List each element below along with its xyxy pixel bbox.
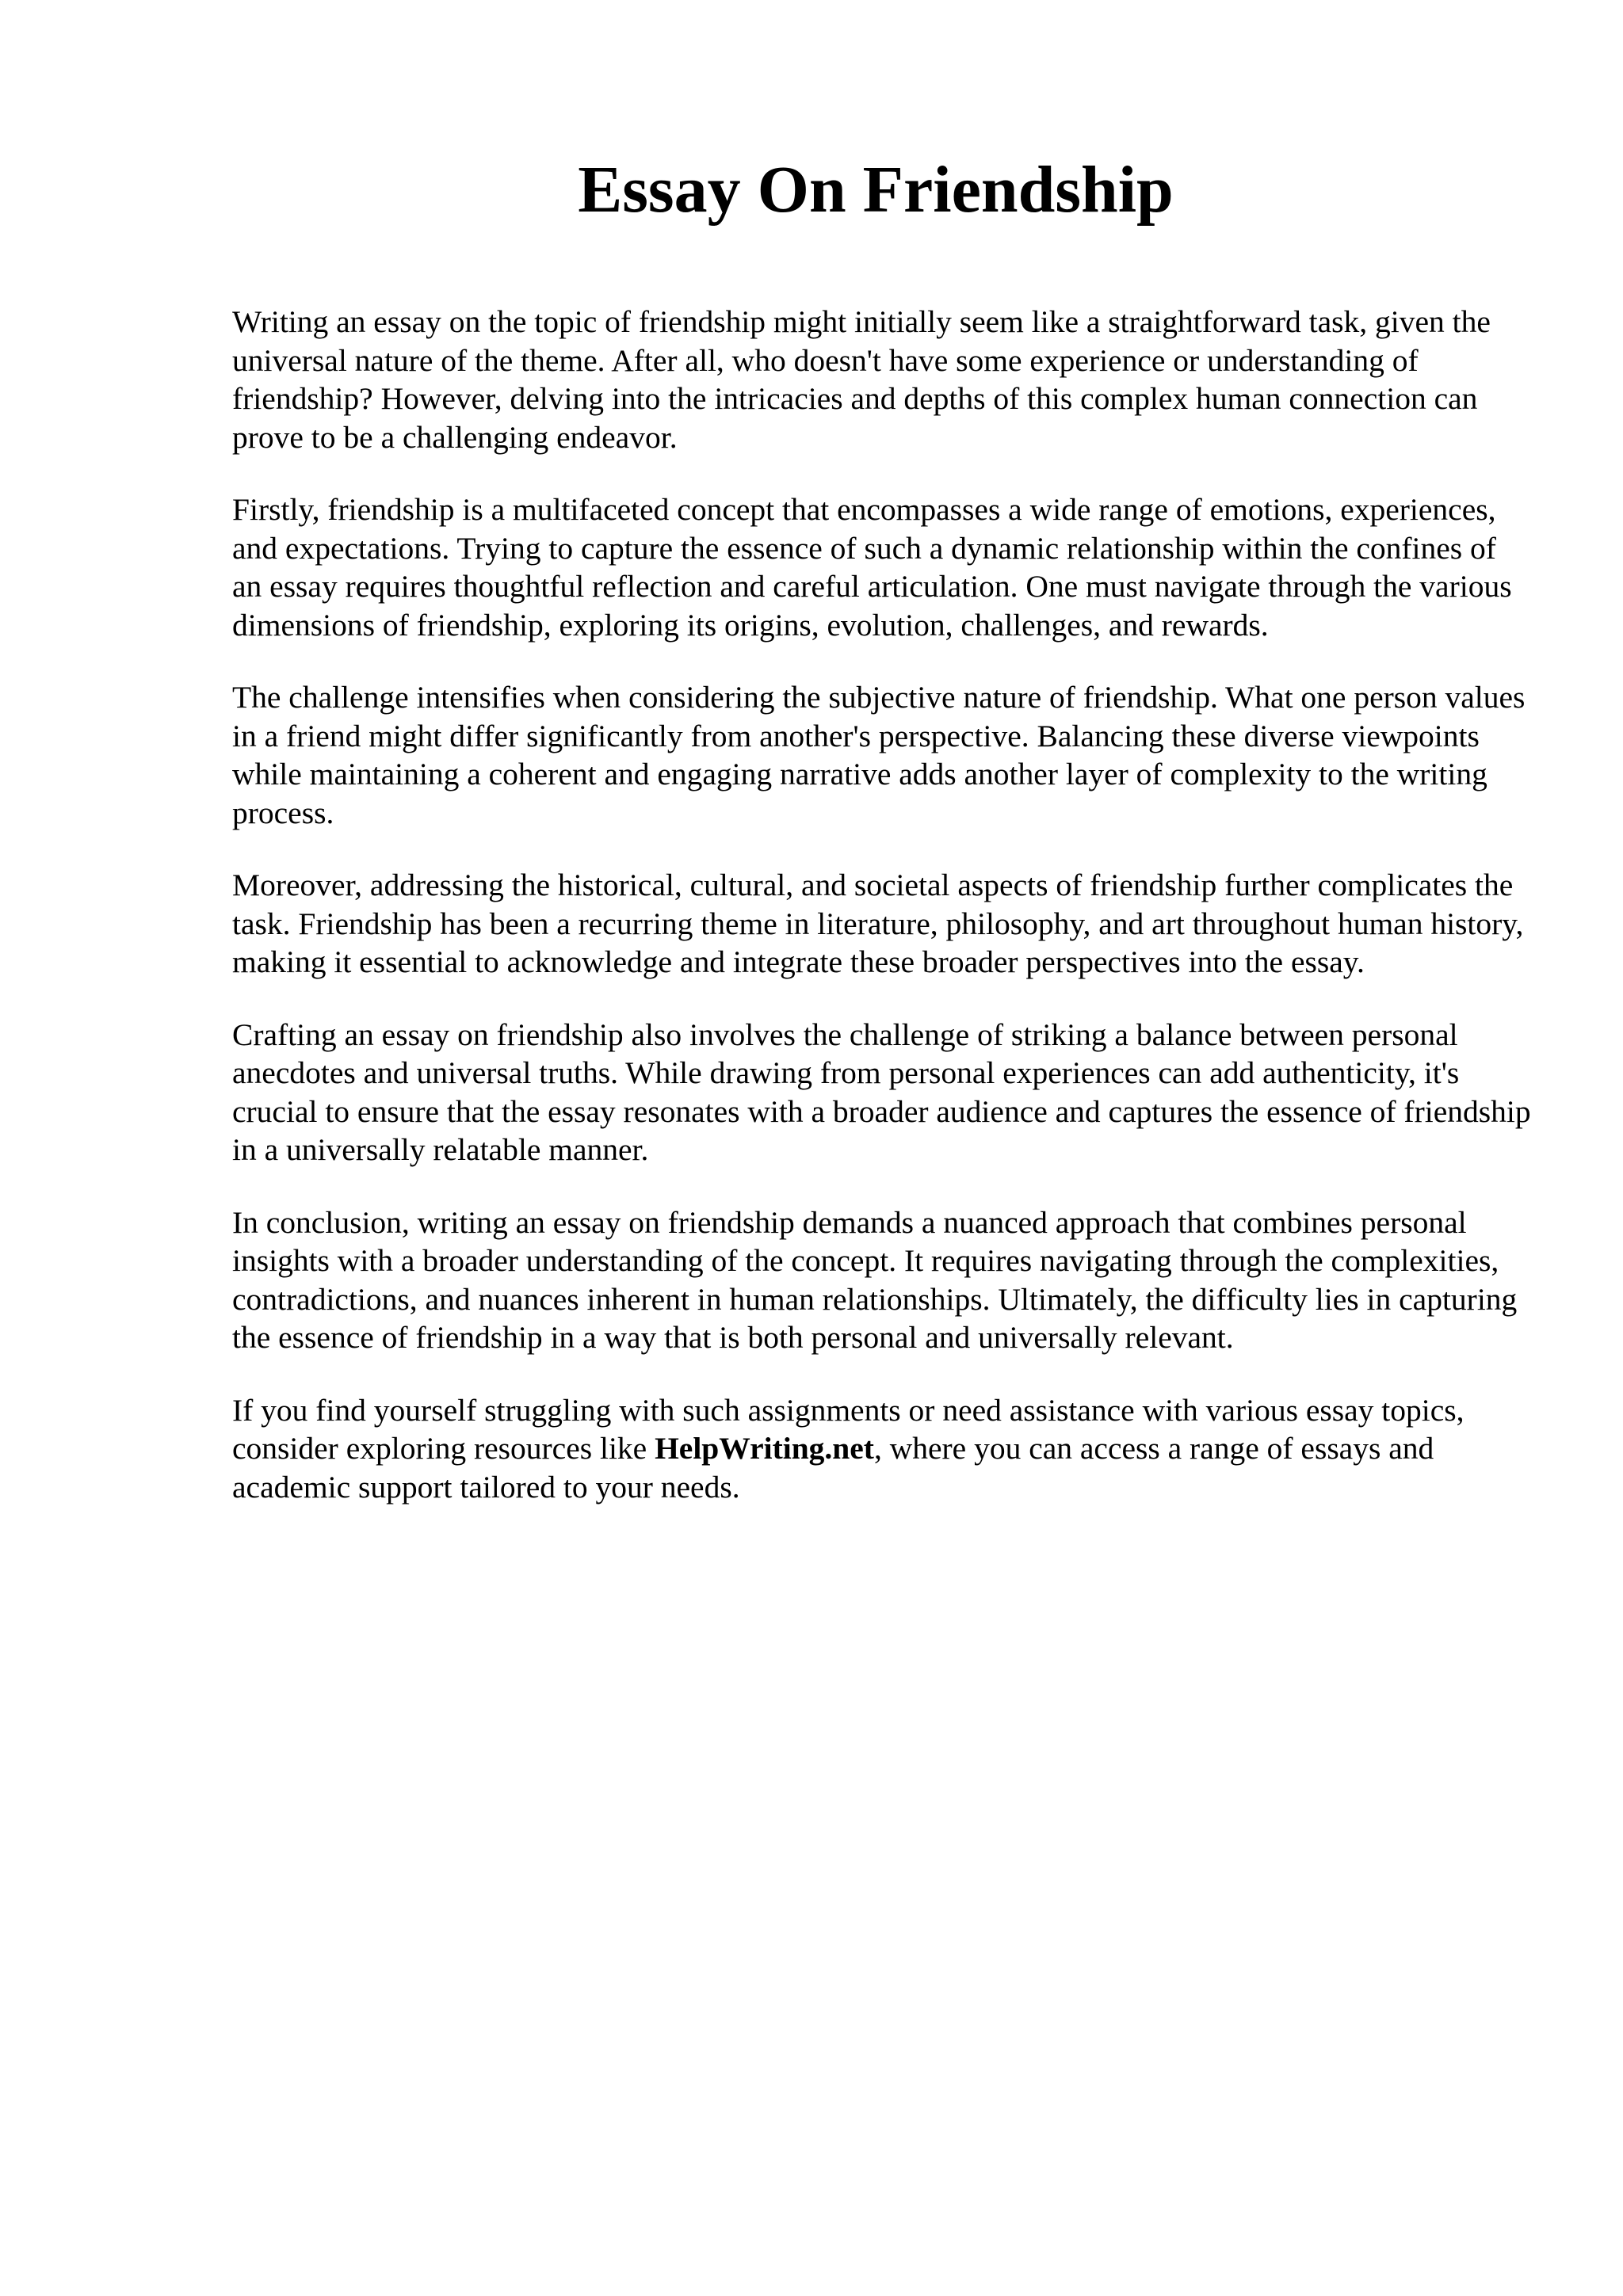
- closing-text-before: If you find yourself struggling with such assignments or need assistance with various essay topics, consider exploring resources like: [232, 1392, 1465, 1466]
- essay-body: [232, 303, 1532, 1540]
- helpwriting-link[interactable]: HelpWriting.net: [655, 1431, 874, 1466]
- paragraph-4: Moreover, addressing the historical, cultural, and societal aspects of friendship further complicates the task. Friendship has been a recurring theme in literature, philosophy, and art throughout human history, making it essential to acknowledge and integrate these broader perspectives into the essay.: [232, 868, 1524, 979]
- closing-paragraph: [232, 1391, 1532, 1507]
- paragraph-2: Firstly, friendship is a multifaceted concept that encompasses a wide range of emotions, experiences, and expectations. Trying to capture the essence of such a dynamic relationship within the confines of an essay requires thoughtful reflection and careful articulation. One must navigate through the various dimensions of friendship, exploring its origins, evolution, challenges, and rewards.: [232, 492, 1512, 643]
- document-title: Essay On Friendship: [578, 153, 1174, 227]
- closing-text-after: , where you can access a range of essays and academic support tailored to your needs.: [232, 1431, 1434, 1505]
- paragraph-3: The challenge intensifies when considering the subjective nature of friendship. What one person values in a friend might differ significantly from another's perspective. Balancing these diverse viewpoints while maintaining a coherent and engaging narrative adds another layer of complexity to the writing process.: [232, 680, 1526, 830]
- paragraph-1: Writing an essay on the topic of friendship might initially seem like a straightforward task, given the universal nature of the theme. After all, who doesn't have some experience or understanding of friendship? However, delving into the intricacies and depths of this complex human connection can prove to be a challenging endeavor.: [232, 304, 1491, 455]
- paragraph-5: Crafting an essay on friendship also involves the challenge of striking a balance between personal anecdotes and universal truths. While drawing from personal experiences can add authenticity, it's crucial to ensure that the essay resonates with a broader audience and captures the essence of friendship in a universally relatable manner.: [232, 1016, 1531, 1167]
- paragraph-6: In conclusion, writing an essay on friendship demands a nuanced approach that combines personal insights with a broader understanding of the concept. It requires navigating through the complexities, contradictions, and nuances inherent in human relationships. Ultimately, the difficulty lies in capturing the essence of friendship in a way that is both personal and universally relevant.: [232, 1204, 1518, 1355]
